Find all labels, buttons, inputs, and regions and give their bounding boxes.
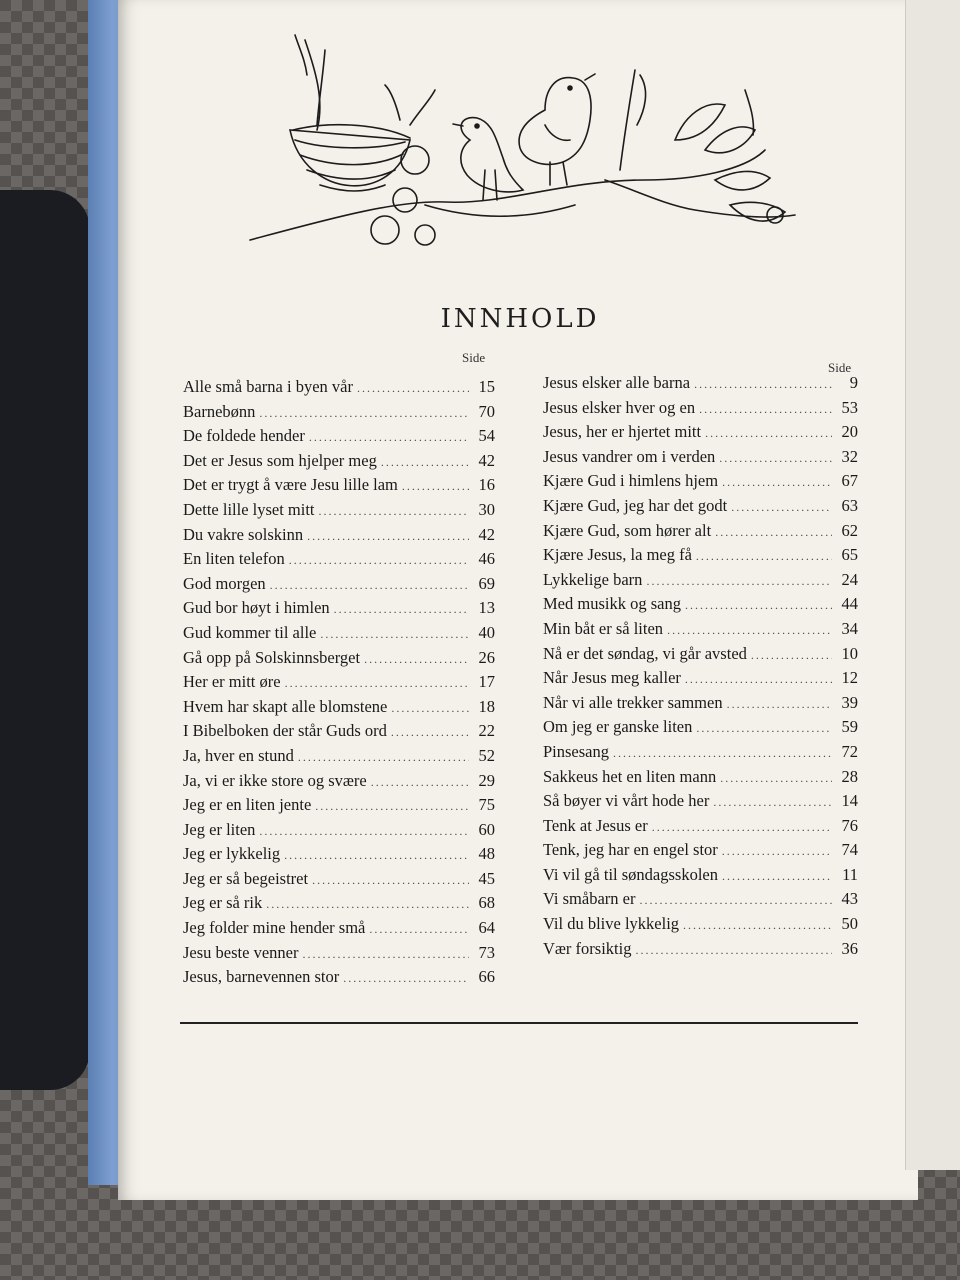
toc-entry-title: Gå opp på Solskinnsberget bbox=[183, 647, 361, 667]
toc-leader-dots bbox=[652, 820, 832, 835]
toc-leader-dots bbox=[715, 525, 832, 540]
toc-entry-title: Jeg er så begeistret bbox=[183, 868, 309, 888]
toc-entry-page: 29 bbox=[478, 770, 495, 790]
toc-entry-title: Jesus, barnevennen stor bbox=[183, 967, 340, 987]
toc-entry bbox=[543, 521, 858, 546]
toc-entry-page: 20 bbox=[841, 422, 858, 442]
next-page-edge bbox=[905, 0, 960, 1170]
toc-leader-dots bbox=[731, 500, 832, 515]
toc-entry bbox=[543, 889, 858, 914]
toc-entry-page: 63 bbox=[841, 495, 858, 515]
toc-leader-dots bbox=[266, 897, 469, 912]
toc-entry-page: 60 bbox=[478, 819, 495, 839]
toc-entry-title: I Bibelboken der står Guds ord bbox=[183, 721, 387, 741]
toc-entry-title: Ja, vi er ikke store og svære bbox=[183, 770, 367, 790]
side-label-left: Side bbox=[462, 350, 486, 365]
toc-entry bbox=[543, 644, 858, 669]
toc-entry-title: Gud bor høyt i himlen bbox=[183, 598, 330, 618]
toc-leader-dots bbox=[259, 824, 469, 839]
toc-entry bbox=[543, 570, 858, 595]
toc-entry bbox=[543, 840, 858, 865]
toc-entry-page: 24 bbox=[841, 569, 858, 589]
toc-entry bbox=[183, 377, 495, 402]
toc-entry-page: 34 bbox=[841, 618, 858, 638]
toc-entry bbox=[183, 598, 495, 623]
toc-entry-page: 28 bbox=[841, 766, 858, 786]
toc-leader-dots bbox=[312, 873, 469, 888]
toc-entry-page: 72 bbox=[841, 741, 858, 761]
toc-entry-page: 43 bbox=[841, 889, 858, 909]
toc-leader-dots bbox=[685, 672, 832, 687]
toc-entry bbox=[183, 525, 495, 550]
toc-entry-page: 74 bbox=[841, 840, 858, 860]
toc-entry-page: 69 bbox=[478, 573, 495, 593]
toc-leader-dots bbox=[369, 922, 469, 937]
toc-entry-page: 64 bbox=[478, 918, 495, 938]
toc-entry-page: 26 bbox=[478, 647, 495, 667]
toc-entry-title: Hvem har skapt alle blomstene bbox=[183, 696, 388, 716]
toc-entry-page: 32 bbox=[841, 446, 858, 466]
birds-branch-illustration bbox=[245, 30, 805, 280]
toc-leader-dots bbox=[696, 721, 832, 736]
toc-entry-title: Pinsesang bbox=[543, 741, 609, 761]
toc-leader-dots bbox=[285, 676, 469, 691]
toc-entry-title: Jeg folder mine hender små bbox=[183, 918, 366, 938]
toc-leader-dots bbox=[705, 426, 832, 441]
toc-entry-page: 67 bbox=[841, 471, 858, 491]
toc-entry-title: Jesus, her er hjertet mitt bbox=[543, 422, 702, 442]
toc-entry-page: 17 bbox=[478, 672, 495, 692]
toc-entry bbox=[543, 816, 858, 841]
toc-entry-title: Det er trygt å være Jesu lille lam bbox=[183, 475, 398, 495]
toc-leader-dots bbox=[315, 799, 469, 814]
toc-entry-title: Når Jesus meg kaller bbox=[543, 668, 681, 688]
toc-leader-dots bbox=[696, 549, 832, 564]
toc-leader-dots bbox=[357, 381, 469, 396]
toc-entry-page: 62 bbox=[841, 520, 858, 540]
toc-entry bbox=[543, 791, 858, 816]
toc-entry bbox=[183, 869, 495, 894]
toc-leader-dots bbox=[259, 406, 469, 421]
toc-entry bbox=[543, 594, 858, 619]
toc-entry-title: Lykkelige barn bbox=[543, 569, 643, 589]
toc-entry bbox=[183, 967, 495, 992]
toc-entry-title: Jeg er så rik bbox=[183, 893, 263, 913]
toc-entry-title: Min båt er så liten bbox=[543, 618, 664, 638]
toc-entry-title: Sakkeus het en liten mann bbox=[543, 766, 717, 786]
toc-leader-dots bbox=[289, 553, 469, 568]
toc-entry-page: 39 bbox=[841, 692, 858, 712]
toc-leader-dots bbox=[613, 746, 832, 761]
toc-entry bbox=[543, 447, 858, 472]
toc-entry bbox=[543, 398, 858, 423]
toc-leader-dots bbox=[343, 971, 469, 986]
toc-entry-title: Dette lille lyset mitt bbox=[183, 499, 315, 519]
toc-entry bbox=[543, 693, 858, 718]
toc-right-column bbox=[543, 373, 858, 963]
toc-entry bbox=[183, 795, 495, 820]
toc-leader-dots bbox=[364, 652, 469, 667]
toc-entry-title: Når vi alle trekker sammen bbox=[543, 692, 723, 712]
toc-entry bbox=[543, 865, 858, 890]
toc-entry-page: 13 bbox=[478, 598, 495, 618]
toc-entry-title: Om jeg er ganske liten bbox=[543, 717, 693, 737]
toc-entry-title: Kjære Gud, jeg har det godt bbox=[543, 495, 728, 515]
toc-entry-title: God morgen bbox=[183, 573, 266, 593]
toc-entry-page: 59 bbox=[841, 717, 858, 737]
toc-entry bbox=[183, 623, 495, 648]
toc-entry bbox=[543, 471, 858, 496]
toc-entry bbox=[183, 943, 495, 968]
toc-entry bbox=[183, 648, 495, 673]
toc-entry bbox=[183, 500, 495, 525]
toc-entry-page: 50 bbox=[841, 914, 858, 934]
toc-entry bbox=[183, 893, 495, 918]
toc-entry-page: 15 bbox=[478, 377, 495, 396]
toc-entry bbox=[183, 697, 495, 722]
toc-leader-dots bbox=[320, 627, 469, 642]
toc-leader-dots bbox=[694, 377, 832, 392]
toc-entry bbox=[543, 422, 858, 447]
toc-entry-page: 12 bbox=[841, 668, 858, 688]
toc-entry-page: 30 bbox=[478, 499, 495, 519]
toc-entry-title: Kjære Gud, som hører alt bbox=[543, 520, 712, 540]
toc-entry-page: 54 bbox=[478, 426, 495, 446]
toc-entry-title: Jeg er liten bbox=[183, 819, 256, 839]
toc-entry-page: 70 bbox=[478, 401, 495, 421]
toc-leader-dots bbox=[639, 893, 832, 908]
toc-entry bbox=[543, 767, 858, 792]
toc-entry bbox=[543, 717, 858, 742]
toc-leader-dots bbox=[402, 479, 469, 494]
toc-entry bbox=[543, 545, 858, 570]
toc-entry bbox=[183, 451, 495, 476]
bottom-rule bbox=[180, 1022, 858, 1024]
toc-leader-dots bbox=[719, 451, 832, 466]
toc-leader-dots bbox=[685, 598, 832, 613]
toc-entry-page: 46 bbox=[478, 549, 495, 569]
toc-leader-dots bbox=[334, 602, 469, 617]
toc-entry-title: Jesu beste venner bbox=[183, 942, 299, 962]
toc-entry-page: 73 bbox=[478, 942, 495, 962]
toc-leader-dots bbox=[284, 848, 469, 863]
toc-leader-dots bbox=[319, 504, 469, 519]
toc-entry-title: Gud kommer til alle bbox=[183, 622, 317, 642]
toc-leader-dots bbox=[371, 775, 469, 790]
toc-entry-title: Jeg er lykkelig bbox=[183, 844, 281, 864]
toc-entry-title: Så bøyer vi vårt hode her bbox=[543, 791, 710, 811]
toc-entry bbox=[183, 574, 495, 599]
toc-leader-dots bbox=[635, 943, 832, 958]
toc-leader-dots bbox=[699, 402, 832, 417]
toc-entry bbox=[183, 426, 495, 451]
toc-entry-page: 14 bbox=[841, 791, 858, 811]
toc-entry bbox=[543, 373, 858, 398]
toc-entry bbox=[543, 496, 858, 521]
toc-entry bbox=[183, 820, 495, 845]
toc-leader-dots bbox=[667, 623, 832, 638]
toc-entry-page: 68 bbox=[478, 893, 495, 913]
toc-leader-dots bbox=[391, 725, 469, 740]
toc-entry-title: Jeg er en liten jente bbox=[183, 795, 312, 815]
toc-entry-title: Kjære Gud i himlens hjem bbox=[543, 471, 719, 491]
toc-leader-dots bbox=[722, 869, 832, 884]
toc-entry-title: Jesus vandrer om i verden bbox=[543, 446, 716, 466]
toc-entry-title: Med musikk og sang bbox=[543, 594, 681, 614]
toc-leader-dots bbox=[391, 701, 469, 716]
toc-entry-page: 42 bbox=[478, 450, 495, 470]
toc-leader-dots bbox=[713, 795, 832, 810]
toc-entry bbox=[183, 746, 495, 771]
toc-entry-title: Du vakre solskinn bbox=[183, 524, 304, 544]
toc-entry-title: Nå er det søndag, vi går avsted bbox=[543, 643, 747, 663]
toc-entry bbox=[183, 549, 495, 574]
toc-entry-page: 10 bbox=[841, 643, 858, 663]
toc-leader-dots bbox=[309, 430, 469, 445]
toc-entry-title: Det er Jesus som hjelper meg bbox=[183, 450, 377, 470]
toc-entry-page: 18 bbox=[478, 696, 495, 716]
toc-entry-title: Vær forsiktig bbox=[543, 938, 632, 958]
toc-entry-page: 48 bbox=[478, 844, 495, 864]
toc-leader-dots bbox=[298, 750, 469, 765]
toc-entry bbox=[543, 914, 858, 939]
toc-entry bbox=[183, 475, 495, 500]
toc-entry-page: 36 bbox=[841, 938, 858, 958]
toc-entry-page: 45 bbox=[478, 868, 495, 888]
toc-entry-title: En liten telefon bbox=[183, 549, 285, 569]
toc-entry-title: Jesus elsker alle barna bbox=[543, 373, 691, 392]
toc-entry bbox=[183, 771, 495, 796]
toc-entry-title: Vi småbarn er bbox=[543, 889, 636, 909]
toc-entry-page: 44 bbox=[841, 594, 858, 614]
toc-entry bbox=[543, 939, 858, 964]
toc-leader-dots bbox=[720, 771, 832, 786]
toc-leader-dots bbox=[270, 578, 469, 593]
toc-entry-title: Barnebønn bbox=[183, 401, 256, 421]
toc-entry-page: 75 bbox=[478, 795, 495, 815]
toc-leader-dots bbox=[751, 648, 832, 663]
toc-entry-page: 65 bbox=[841, 545, 858, 565]
toc-entry bbox=[183, 721, 495, 746]
toc-entry bbox=[183, 672, 495, 697]
toc-entry-page: 52 bbox=[478, 745, 495, 765]
toc-entry-page: 22 bbox=[478, 721, 495, 741]
toc-entry-title: Alle små barna i byen vår bbox=[183, 377, 353, 396]
toc-entry bbox=[183, 844, 495, 869]
toc-entry-title: Jesus elsker hver og en bbox=[543, 397, 696, 417]
toc-entry-title: Vil du blive lykkelig bbox=[543, 914, 680, 934]
toc-entry-title: De foldede hender bbox=[183, 426, 305, 446]
toc-leader-dots bbox=[381, 455, 469, 470]
toc-entry-title: Ja, hver en stund bbox=[183, 745, 294, 765]
toc-entry-page: 66 bbox=[478, 967, 495, 987]
toc-entry-page: 11 bbox=[842, 864, 858, 884]
toc-leader-dots bbox=[302, 947, 469, 962]
toc-entry bbox=[543, 668, 858, 693]
toc-entry-title: Tenk at Jesus er bbox=[543, 815, 648, 835]
page-title: INNHOLD bbox=[440, 304, 600, 334]
toc-leader-dots bbox=[722, 844, 832, 859]
toc-entry-page: 40 bbox=[478, 622, 495, 642]
toc-leader-dots bbox=[683, 918, 832, 933]
toc-entry-page: 76 bbox=[841, 815, 858, 835]
toc-entry-title: Tenk, jeg har en engel stor bbox=[543, 840, 718, 860]
toc-leader-dots bbox=[307, 529, 469, 544]
side-label-right: Side bbox=[828, 360, 852, 375]
toc-entry bbox=[543, 742, 858, 767]
toc-entry bbox=[183, 402, 495, 427]
toc-leader-dots bbox=[727, 697, 832, 712]
toc-leader-dots bbox=[722, 475, 832, 490]
toc-entry bbox=[543, 619, 858, 644]
toc-entry-title: Vi vil gå til søndagsskolen bbox=[543, 864, 718, 884]
toc-entry-title: Kjære Jesus, la meg få bbox=[543, 545, 692, 565]
toc-entry-page: 53 bbox=[841, 397, 858, 417]
toc-entry-page: 16 bbox=[478, 475, 495, 495]
toc-entry-page: 42 bbox=[478, 524, 495, 544]
toc-leader-dots bbox=[646, 574, 832, 589]
toc-left-column bbox=[183, 377, 495, 992]
toc-entry bbox=[183, 918, 495, 943]
toc-entry-title: Her er mitt øre bbox=[183, 672, 281, 692]
toc-entry-page: 9 bbox=[849, 373, 858, 392]
